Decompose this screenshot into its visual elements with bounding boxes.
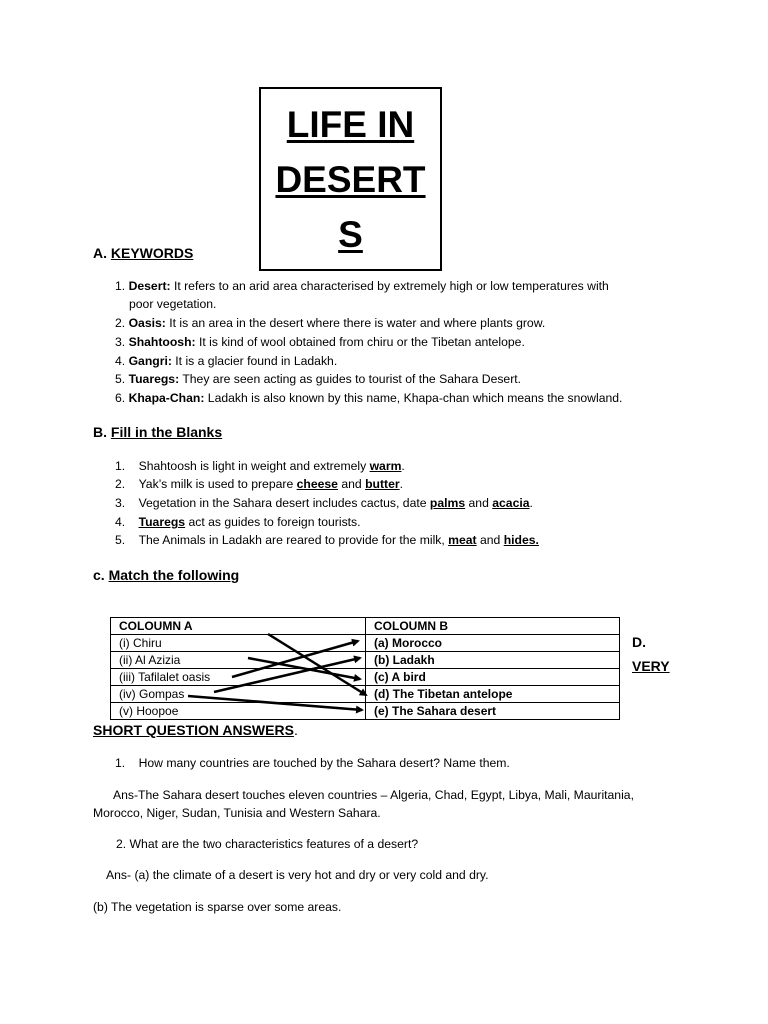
keyword-definition: It is kind of wool obtained from chiru or the Tibetan antelope. — [198, 335, 525, 349]
title-box — [259, 87, 442, 271]
sqa-title: SHORT QUESTION ANSWERS — [93, 722, 294, 738]
match-heading — [93, 567, 239, 583]
column-b-header: COLOUMN B — [366, 618, 620, 635]
question-2: 2. What are the two characteristics features of a desert? — [116, 837, 419, 851]
fill-title: Fill in the Blanks — [110, 424, 223, 440]
fill-text: act as guides to foreign tourists. — [185, 515, 361, 529]
fill-answer: hides. — [503, 533, 539, 547]
fill-item — [115, 459, 405, 473]
match-title: Match the following — [108, 567, 240, 583]
item-number: 1. — [115, 279, 126, 293]
item-number: 5. — [115, 533, 126, 547]
item-number: 3. — [115, 335, 126, 349]
keyword-term: Oasis: — [128, 316, 166, 330]
table-row — [111, 635, 620, 652]
item-number: 3. — [115, 496, 126, 510]
keywords-heading — [93, 245, 193, 261]
table-row — [111, 652, 620, 669]
title-line-3: S — [338, 214, 363, 255]
keyword-definition: Ladakh is also known by this name, Khapa-chan which means the snowland. — [207, 391, 623, 405]
item-number: 1. — [115, 459, 126, 473]
keyword-term: Khapa-Chan: — [128, 391, 205, 405]
sqa-heading — [93, 722, 298, 738]
keyword-term: Shahtoosh: — [128, 335, 196, 349]
column-b-cell: (e) The Sahara desert — [366, 703, 620, 720]
fill-text: Yak’s milk is used to prepare — [138, 477, 297, 491]
column-a-cell: (v) Hoopoe — [111, 703, 366, 720]
fill-heading — [93, 424, 222, 440]
fill-text: Shahtoosh is light in weight and extremely — [138, 459, 370, 473]
fill-item — [115, 533, 539, 547]
keyword-item — [115, 335, 525, 349]
fill-text: and — [476, 533, 504, 547]
answer-1-line-2: Morocco, Niger, Sudan, Tunisia and Western Sahara. — [93, 806, 381, 820]
fill-answer: warm — [369, 459, 402, 473]
fill-text: and — [337, 477, 366, 491]
fill-answer: meat — [448, 533, 477, 547]
keyword-item — [115, 391, 622, 405]
fill-item — [115, 515, 361, 529]
section-d-very: VERY — [632, 658, 670, 674]
keywords-letter: A. — [93, 245, 107, 261]
keyword-term: Gangri: — [128, 354, 172, 368]
title-line-2: DESERT — [275, 159, 426, 200]
answer-2-line-2: (b) The vegetation is sparse over some areas. — [93, 900, 342, 914]
item-number: 2. — [115, 477, 126, 491]
match-letter: c. — [93, 567, 105, 583]
fill-text: . — [399, 477, 403, 491]
section-d-letter: D. — [632, 634, 646, 650]
keyword-term: Tuaregs: — [128, 372, 180, 386]
keyword-term: Desert: — [128, 279, 171, 293]
title-line-1: LIFE IN — [286, 104, 415, 145]
keyword-definition: They are seen acting as guides to tourist of the Sahara Desert. — [182, 372, 522, 386]
fill-text: and — [465, 496, 493, 510]
table-row — [111, 686, 620, 703]
column-b-cell: (c) A bird — [366, 669, 620, 686]
column-a-cell: (i) Chiru — [111, 635, 366, 652]
sqa-title-tail: . — [293, 722, 298, 738]
keyword-item-continuation: poor vegetation. — [129, 297, 217, 311]
column-b-cell: (b) Ladakh — [366, 652, 620, 669]
fill-answer: acacia — [492, 496, 530, 510]
fill-text: Vegetation in the Sahara desert includes cactus, date — [138, 496, 430, 510]
column-a-header: COLOUMN A — [111, 618, 366, 635]
item-number: 5. — [115, 372, 126, 386]
fill-answer: butter — [365, 477, 400, 491]
table-header-row — [111, 618, 620, 635]
table-row — [111, 703, 620, 720]
fill-letter: B. — [93, 424, 107, 440]
item-number: 4. — [115, 515, 126, 529]
question-1 — [115, 756, 510, 770]
match-table — [110, 617, 620, 720]
keyword-definition: It is an area in the desert where there is water and where plants grow. — [169, 316, 546, 330]
keyword-definition: It is a glacier found in Ladakh. — [175, 354, 338, 368]
column-a-cell: (iii) Tafilalet oasis — [111, 669, 366, 686]
item-number: 4. — [115, 354, 126, 368]
fill-item — [115, 477, 403, 491]
keyword-item — [115, 316, 545, 330]
item-number: 2. — [115, 316, 126, 330]
keyword-item — [115, 354, 337, 368]
fill-text: . — [401, 459, 405, 473]
item-number: 6. — [115, 391, 126, 405]
column-b-cell: (a) Morocco — [366, 635, 620, 652]
table-row — [111, 669, 620, 686]
answer-1-line-1: Ans-The Sahara desert touches eleven countries – Algeria, Chad, Egypt, Libya, Mali, Mauritania, — [113, 788, 634, 802]
question-text: How many countries are touched by the Sahara desert? Name them. — [138, 756, 510, 770]
keyword-definition: It refers to an arid area characterised by extremely high or low temperatures with — [173, 279, 609, 293]
keyword-item — [115, 279, 609, 293]
fill-text: The Animals in Ladakh are reared to provide for the milk, — [138, 533, 449, 547]
item-number: 1. — [115, 756, 126, 770]
fill-item — [115, 496, 533, 510]
column-b-cell: (d) The Tibetan antelope — [366, 686, 620, 703]
fill-text: . — [529, 496, 533, 510]
fill-answer: cheese — [296, 477, 338, 491]
column-a-cell: (ii) Al Azizia — [111, 652, 366, 669]
fill-answer: palms — [429, 496, 466, 510]
keyword-item — [115, 372, 521, 386]
column-a-cell: (iv) Gompas — [111, 686, 366, 703]
fill-answer: Tuaregs — [138, 515, 186, 529]
answer-2-line-1: Ans- (a) the climate of a desert is very hot and dry or very cold and dry. — [106, 868, 489, 882]
keywords-title: KEYWORDS — [110, 245, 194, 261]
